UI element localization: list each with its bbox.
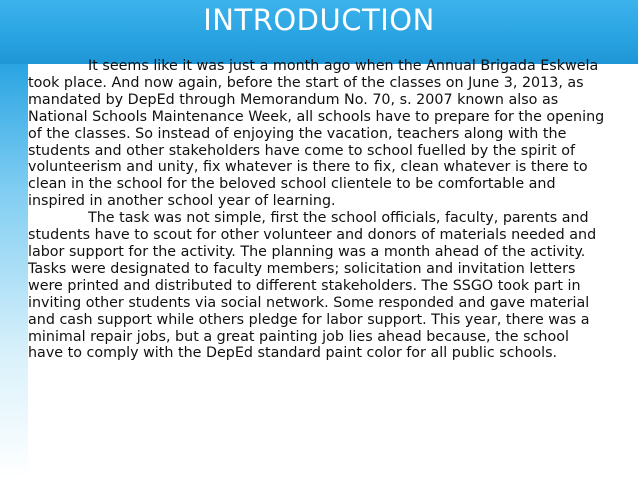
body-text xyxy=(28,58,608,362)
left-accent-band xyxy=(0,64,28,479)
slide-title: INTRODUCTION xyxy=(203,3,435,37)
paragraph-1: It seems like it was just a month ago when the Annual Brigada Eskwela took place. And now again, before the start of the classes on June 3, 2013, as mandated by DepEd through Memorandum No. 70, s. 2007 known also as National Schools Maintenance Week, all schools have to prepare for the opening of the classes. So instead of enjoying the vacation, teachers along with the students and other stakeholders have come to school fuelled by the spirit of volunteerism and unity, fix whatever is there to fix, clean whatever is there to clean in the school for the beloved school clientele to be comfortable and inspired in another school year of learning. xyxy=(28,58,605,210)
paragraph-2: The task was not simple, first the school officials, faculty, parents and students have to scout for other volunteer and donors of materials needed and labor support for the activity. The planning was a month ahead of the activity. Tasks were designated to faculty members; solicitation and invitation letters were printed and distributed to different stakeholders. The SSGO took part in inviting other students via social network. Some responded and gave material and cash support while others pledge for labor support. This year, there was a minimal repair jobs, but a great painting job lies ahead because, the school have to comply with the DepEd standard paint color for all public schools. xyxy=(28,210,597,362)
